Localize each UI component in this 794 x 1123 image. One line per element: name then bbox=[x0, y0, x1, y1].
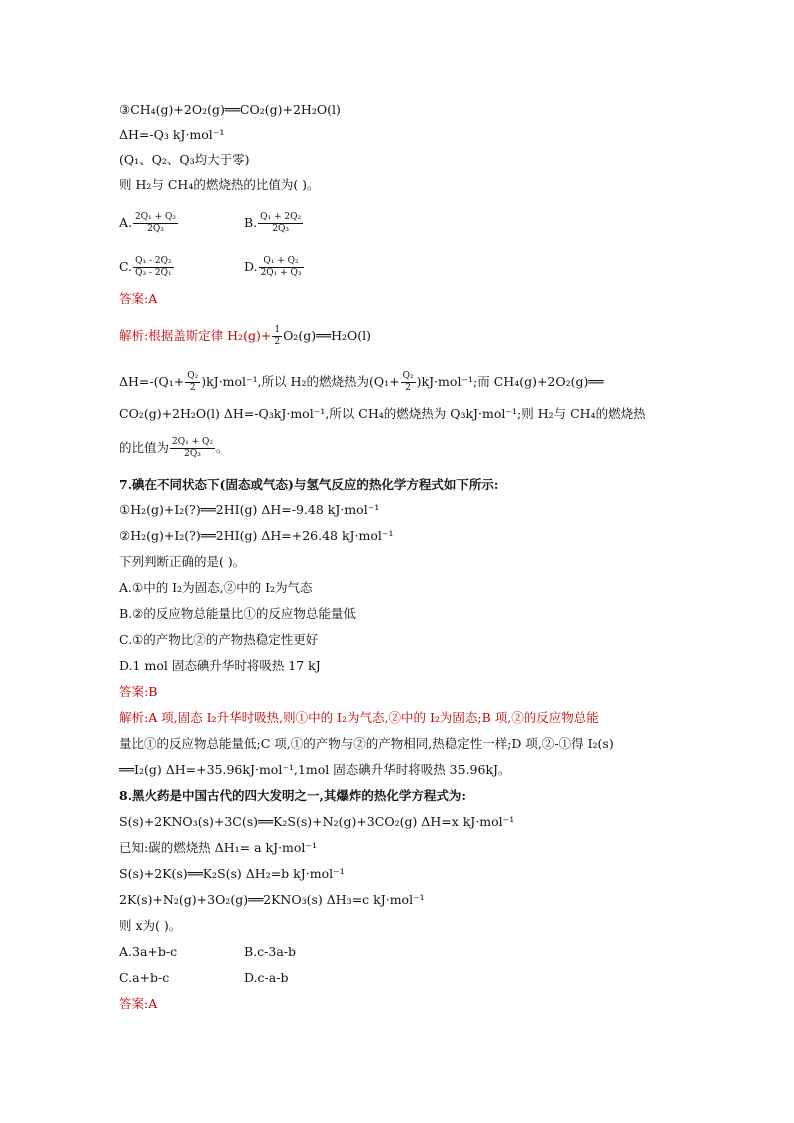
q6-stem: 则 H₂与 CH₄的燃烧热的比值为( )。 bbox=[119, 177, 320, 192]
q7-analysis-line-3: ══I₂(g) ΔH=+35.96kJ·mol⁻¹,1mol 固态碘升华时将吸热 35.96kJ。 bbox=[119, 762, 511, 777]
q6-analysis-line-2: ΔH=-(Q₁+ $\frac{\text{Q₂}}{2}$ )kJ·mol⁻¹,所以 H₂的燃烧热为(Q₁+ $\frac{\text{Q₂}}{2}$ )kJ·mol⁻¹;而 CH₄(g)+2O₂(g)══ bbox=[119, 371, 604, 393]
q8-title: 8.黑火药是中国古代的四大发明之一,其爆炸的热化学方程式为: bbox=[119, 788, 467, 803]
q7-option-a: A.①中的 I₂为固态,②中的 I₂为气态 bbox=[119, 580, 313, 595]
q7-equation-2: ②H₂(g)+I₂(?)══2HI(g) ΔH=+26.48 kJ·mol⁻¹ bbox=[119, 528, 394, 543]
q7-option-c: C.①的产物比②的产物热稳定性更好 bbox=[119, 632, 319, 647]
q7-option-d: D.1 mol 固态碘升华时将吸热 17 kJ bbox=[119, 658, 321, 673]
q7-answer: 答案:B bbox=[119, 684, 158, 699]
q6-option-d: D. $\frac{\text{Q₁ + Q₂}}{\text{2Q₁ + Q₃}}$ bbox=[244, 256, 302, 278]
q6-answer: 答案:A bbox=[119, 291, 158, 306]
q7-analysis-line-1: 解析:A 项,固态 I₂升华时吸热,则①中的 I₂为气态,②中的 I₂为固态;B 项,②的反应物总能 bbox=[119, 710, 599, 725]
q7-option-b: B.②的反应物总能量比①的反应物总能量低 bbox=[119, 606, 356, 621]
q6-option-a: A. $\frac{\text{2Q₁ + Q₂}}{\text{2Q₃}}$ bbox=[119, 212, 176, 234]
q8-option-d: D.c-a-b bbox=[244, 970, 289, 985]
q6-analysis-line-4: 的比值为 $\frac{\text{2Q₁ + Q₂}}{\text{2Q₃}}$ 。 bbox=[119, 437, 229, 459]
q6-option-c: C. $\frac{\text{Q₁ - 2Q₂}}{\text{Q₃ - 2Q₁}}$ bbox=[119, 256, 172, 278]
q8-known: 已知:碳的燃烧热 ΔH₁= a kJ·mol⁻¹ bbox=[119, 840, 318, 855]
q7-analysis-line-2: 量比①的反应物总能量低;C 项,①的产物与②的产物相同,热稳定性一样;D 项,②-①得 I₂(s) bbox=[119, 736, 614, 751]
q6-equation-3: ③CH₄(g)+2O₂(g)══CO₂(g)+2H₂O(l) bbox=[119, 102, 341, 117]
q6-option-b: B. $\frac{\text{Q₁ + 2Q₂}}{\text{2Q₃}}$ bbox=[244, 212, 302, 234]
q6-note: (Q₁、Q₂、Q₃均大于零) bbox=[119, 152, 250, 167]
q7-title: 7.碘在不同状态下(固态或气态)与氢气反应的热化学方程式如下所示: bbox=[119, 477, 499, 492]
q8-equation-b: S(s)+2K(s)══K₂S(s) ΔH₂=b kJ·mol⁻¹ bbox=[119, 866, 345, 881]
q8-option-b: B.c-3a-b bbox=[244, 944, 297, 959]
q8-equation-c: 2K(s)+N₂(g)+3O₂(g)══2KNO₃(s) ΔH₃=c kJ·mol⁻¹ bbox=[119, 892, 425, 907]
q8-stem: 则 x为( )。 bbox=[119, 918, 182, 933]
q6-enthalpy-3: ΔH=-Q₃ kJ·mol⁻¹ bbox=[119, 127, 225, 142]
q8-equation: S(s)+2KNO₃(s)+3C(s)══K₂S(s)+N₂(g)+3CO₂(g) ΔH=x kJ·mol⁻¹ bbox=[119, 814, 515, 829]
q6-analysis-line-1: 解析:根据盖斯定律 H₂(g)+ $\frac{1}{2}$ O₂(g)══H₂O(l) bbox=[119, 325, 372, 347]
q7-stem: 下列判断正确的是( )。 bbox=[119, 554, 246, 569]
q6-analysis-line-3: CO₂(g)+2H₂O(l) ΔH=-Q₃kJ·mol⁻¹,所以 CH₄的燃烧热为 Q₃kJ·mol⁻¹;则 H₂与 CH₄的燃烧热 bbox=[119, 406, 646, 421]
q7-equation-1: ①H₂(g)+I₂(?)══2HI(g) ΔH=-9.48 kJ·mol⁻¹ bbox=[119, 502, 380, 517]
q8-answer: 答案:A bbox=[119, 996, 158, 1011]
q8-option-c: C.a+b-c bbox=[119, 970, 170, 985]
q8-option-a: A.3a+b-c bbox=[119, 944, 178, 959]
